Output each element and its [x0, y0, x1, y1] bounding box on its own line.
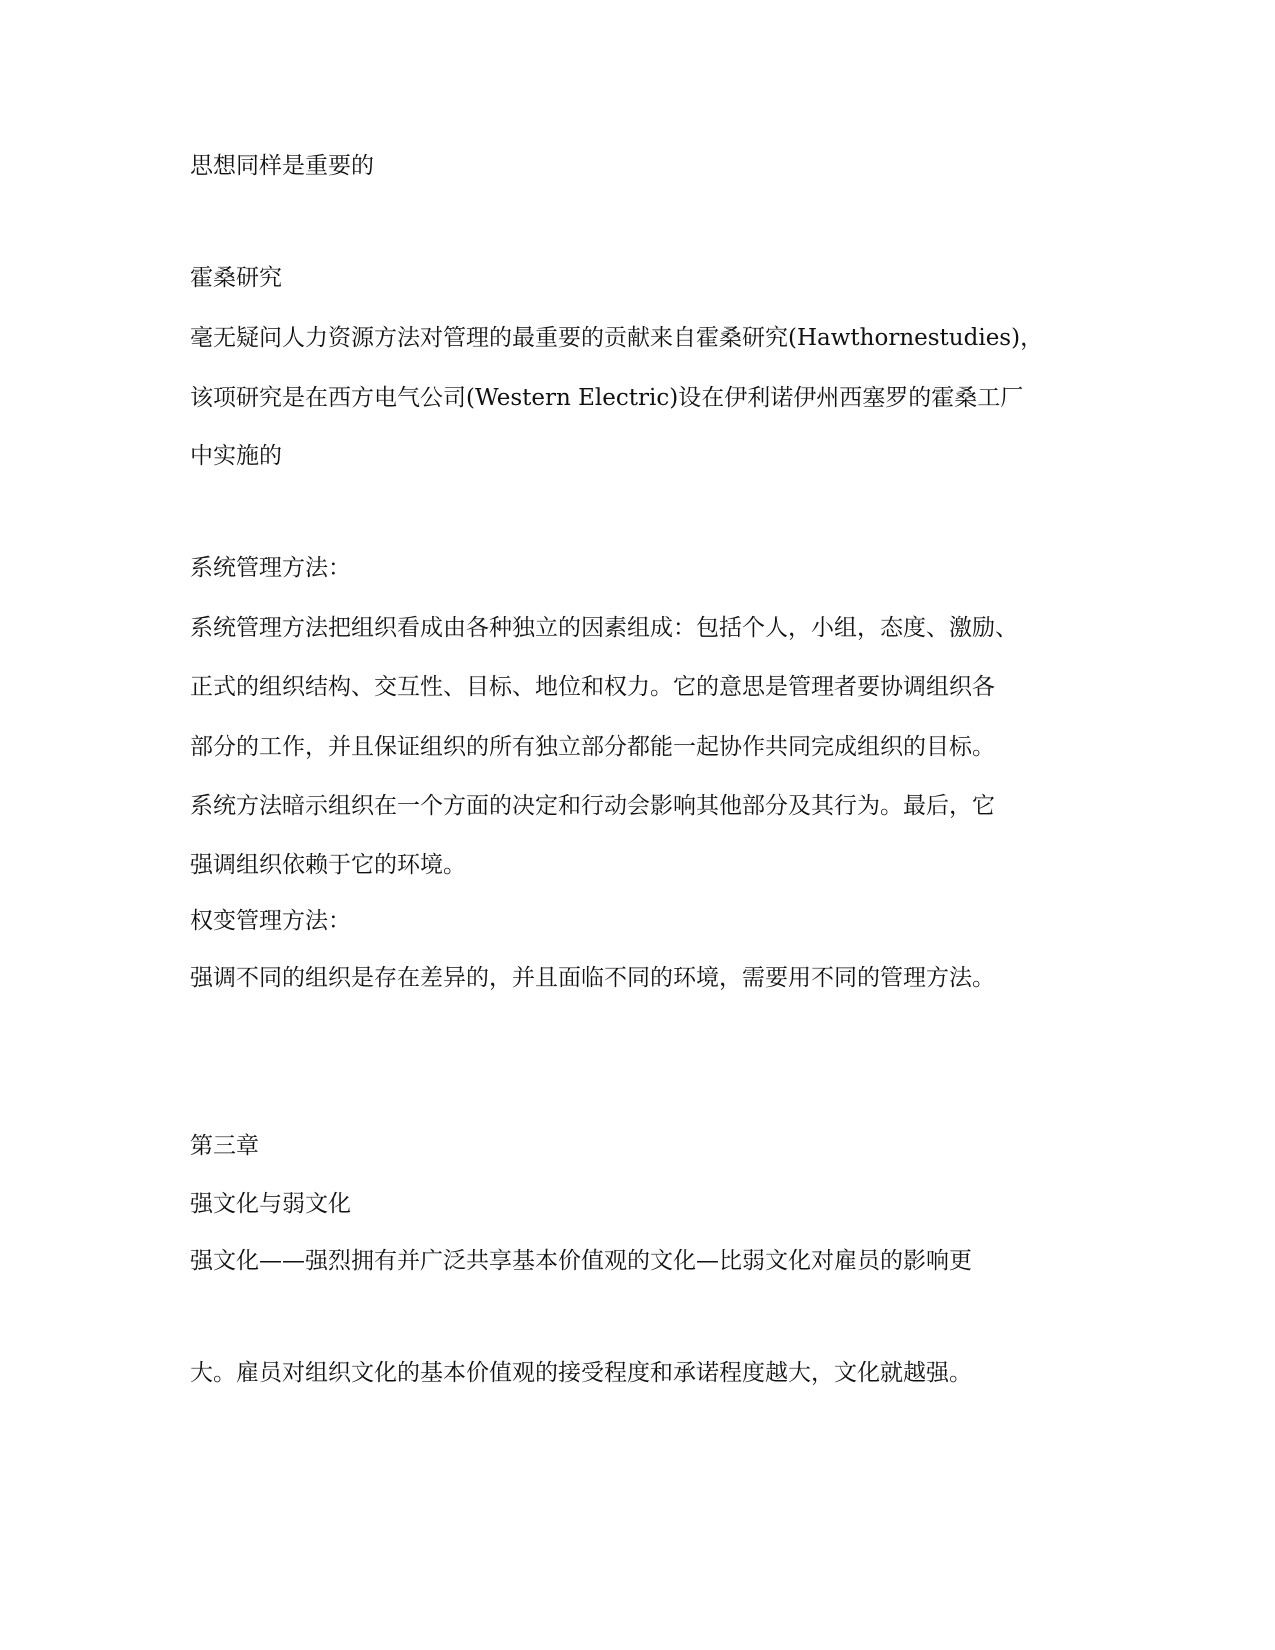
text-line: 强文化——强烈拥有并广泛共享基本价值观的文化—比弱文化对雇员的影响更: [190, 1248, 972, 1274]
section-heading: 权变管理方法：: [190, 908, 351, 934]
text-line: 思想同样是重要的: [190, 153, 374, 179]
text-line: 正式的组织结构、交互性、目标、地位和权力。它的意思是管理者要协调组织各: [190, 674, 995, 700]
text-line: 系统管理方法把组织看成由各种独立的因素组成：包括个人，小组，态度、激励、: [190, 615, 1018, 641]
text-line: 强调不同的组织是存在差异的，并且面临不同的环境，需要用不同的管理方法。: [190, 965, 995, 991]
section-heading: 霍桑研究: [190, 265, 282, 291]
chapter-heading: 第三章: [190, 1133, 259, 1159]
text-line: 毫无疑问人力资源方法对管理的最重要的贡献来自霍桑研究(Hawthornestudies)，: [190, 325, 1044, 351]
text-line: 部分的工作，并且保证组织的所有独立部分都能一起协作共同完成组织的目标。: [190, 734, 995, 760]
text-line: 大。雇员对组织文化的基本价值观的接受程度和承诺程度越大，文化就越强。: [190, 1360, 972, 1386]
text-line: 系统方法暗示组织在一个方面的决定和行动会影响其他部分及其行为。最后，它: [190, 793, 995, 819]
text-line: 中实施的: [190, 443, 282, 469]
text-line: 强调组织依赖于它的环境。: [190, 852, 466, 878]
section-heading: 强文化与弱文化: [190, 1191, 351, 1217]
text-line: 该项研究是在西方电气公司(Western Electric)设在伊利诺伊州西塞罗的霍桑工厂: [190, 385, 1024, 411]
section-heading: 系统管理方法：: [190, 555, 351, 581]
